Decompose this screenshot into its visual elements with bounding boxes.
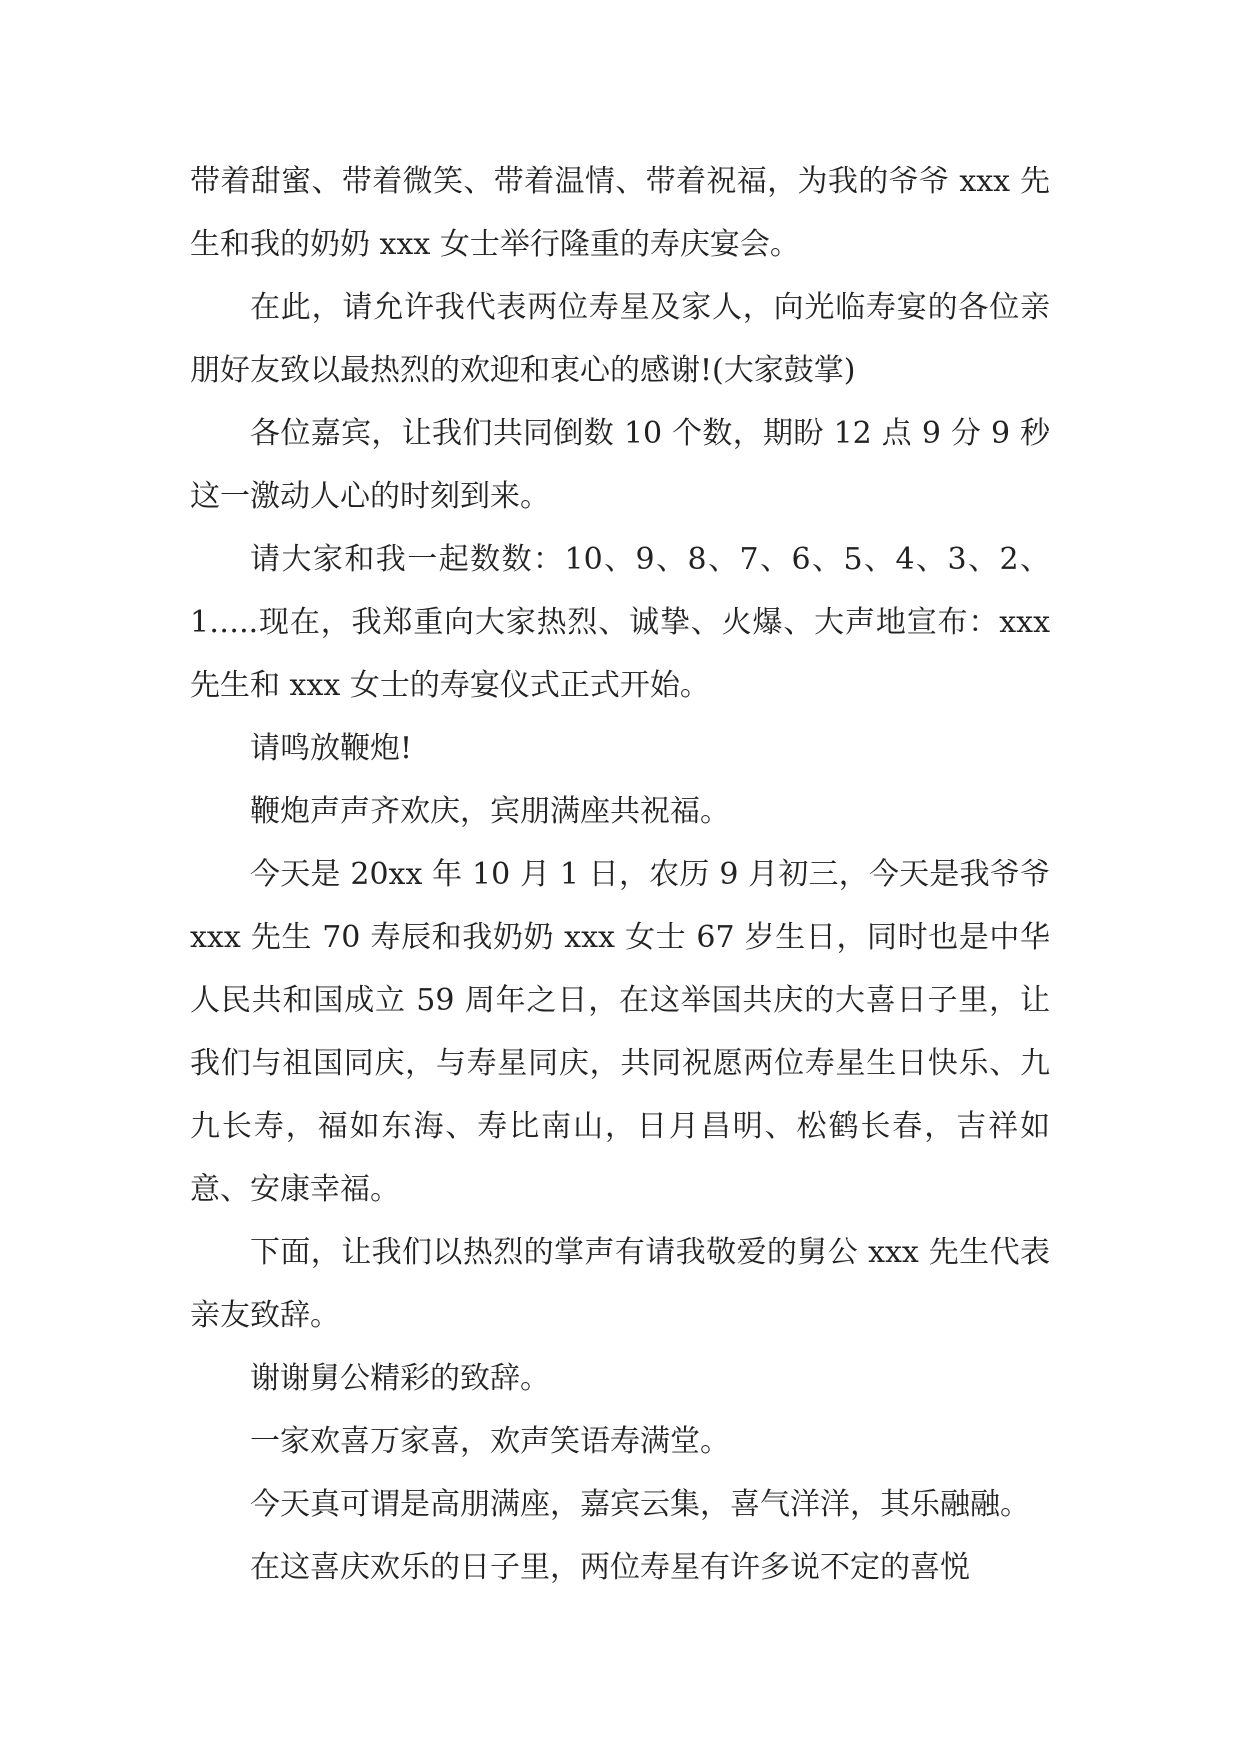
paragraph: 请大家和我一起数数：10、9、8、7、6、5、4、3、2、1…..现在，我郑重向大家热烈、诚挚、火爆、大声地宣布：xxx 先生和 xxx 女士的寿宴仪式正式开始。 [190,542,1050,703]
document-page [190,150,1050,1599]
paragraph: 在此，请允许我代表两位寿星及家人，向光临寿宴的各位亲朋好友致以最热烈的欢迎和衷心的感谢!(大家鼓掌) [190,290,1050,388]
paragraph: 谢谢舅公精彩的致辞。 [250,1361,550,1396]
paragraph: 请鸣放鞭炮! [250,731,413,766]
paragraph: 今天是 20xx 年 10 月 1 日，农历 9 月初三，今天是我爷爷 xxx 先生 70 寿辰和我奶奶 xxx 女士 67 岁生日，同时也是中华人民共和国成立 59 周年之日，在这举国共庆的大喜日子里，让我们与祖国同庆，与寿星同庆，共同祝愿两位寿星生日快乐、九九长寿，福如东海、寿比南山，日月昌明、松鹤长春，吉祥如意、安康幸福。 [190,857,1050,1207]
paragraph: 各位嘉宾，让我们共同倒数 10 个数，期盼 12 点 9 分 9 秒这一激动人心的时刻到来。 [190,416,1050,514]
paragraph: 在这喜庆欢乐的日子里，两位寿星有许多说不定的喜悦 [250,1550,970,1585]
paragraph: 今天真可谓是高朋满座，嘉宾云集，喜气洋洋，其乐融融。 [250,1487,1030,1522]
paragraph: 鞭炮声声齐欢庆，宾朋满座共祝福。 [250,794,730,829]
paragraph: 带着甜蜜、带着微笑、带着温情、带着祝福，为我的爷爷 xxx 先生和我的奶奶 xxx 女士举行隆重的寿庆宴会。 [190,164,1050,262]
paragraph: 一家欢喜万家喜，欢声笑语寿满堂。 [250,1424,730,1459]
paragraph: 下面，让我们以热烈的掌声有请我敬爱的舅公 xxx 先生代表亲友致辞。 [190,1235,1050,1333]
